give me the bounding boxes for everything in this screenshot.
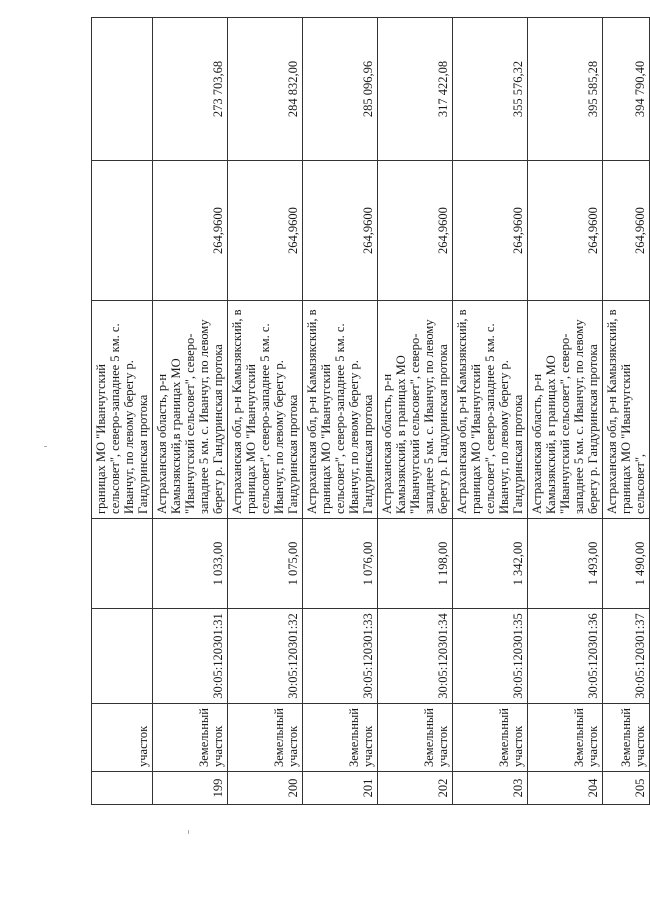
scan-speck (44, 446, 47, 447)
table-row (453, 18, 528, 805)
table-row (603, 18, 650, 805)
plot-address: Астраханская обл, р-н Камызякский, в границах МО "Иванчугский сельсовет", (603, 301, 650, 519)
price-per-unit: 264,9600 (378, 161, 453, 301)
row-number: 203 (453, 772, 528, 805)
plot-type: Земельный участок (303, 704, 378, 772)
plot-address: Астраханская обл, р-н Камызякский, в границах МО "Иванчугский сельсовет", северо-западнее 5 км. с. Иванчуг, по левому берегу р. Гандуринская протока (303, 301, 378, 519)
table-row (92, 18, 153, 805)
cadastral-cost (92, 18, 153, 161)
cadastral-cost: 395 585,28 (528, 18, 603, 161)
price-per-unit: 264,9600 (228, 161, 303, 301)
row-number: 204 (528, 772, 603, 805)
plot-address: Астраханская обл, р-н Камызякский, в границах МО "Иванчугский сельсовет", северо-западнее 5 км. с. Иванчуг, по левому берегу р. Гандуринская протока (453, 301, 528, 519)
plot-type: Земельный участок (153, 704, 228, 772)
plot-area: 1 076,00 (303, 519, 378, 609)
price-per-unit: 264,9600 (303, 161, 378, 301)
plot-address: границах МО "Иванчугский сельсовет", северо-западнее 5 км. с. Иванчуг, по левому берегу р. Гандуринская протока (92, 301, 153, 519)
row-number: 200 (228, 772, 303, 805)
row-number: 199 (153, 772, 228, 805)
table-row (378, 18, 453, 805)
plot-area: 1 033,00 (153, 519, 228, 609)
row-number: 205 (603, 772, 650, 805)
table-row (303, 18, 378, 805)
scan-speck (188, 830, 189, 834)
cadastral-cost: 317 422,08 (378, 18, 453, 161)
price-per-unit: 264,9600 (153, 161, 228, 301)
row-number: 202 (378, 772, 453, 805)
cadastral-number: 30:05:120301:31 (153, 609, 228, 704)
plot-area (92, 519, 153, 609)
plot-area: 1 490,00 (603, 519, 650, 609)
row-number: 201 (303, 772, 378, 805)
price-per-unit (92, 161, 153, 301)
price-per-unit: 264,9600 (603, 161, 650, 301)
plot-type: Земельный участок (528, 704, 603, 772)
cadastral-number: 30:05:120301:34 (378, 609, 453, 704)
table-row (228, 18, 303, 805)
price-per-unit: 264,9600 (453, 161, 528, 301)
plot-area: 1 493,00 (528, 519, 603, 609)
plot-type: Земельный участок (378, 704, 453, 772)
cadastral-number: 30:05:120301:33 (303, 609, 378, 704)
cadastral-number (92, 609, 153, 704)
plot-address: Астраханская область, р-н Камызякский, в границах МО "Иванчугский сельсовет", северо-западнее 5 км. с. Иванчуг, по левому берегу р. Гандуринская протока (378, 301, 453, 519)
plot-area: 1 342,00 (453, 519, 528, 609)
cadastral-cost: 394 790,40 (603, 18, 650, 161)
plot-area: 1 198,00 (378, 519, 453, 609)
plot-address: Астраханская обл, р-н Камызякский, в границах МО "Иванчугский сельсовет", северо-западнее 5 км. с. Иванчуг, по левому берегу р. Гандуринская протока (228, 301, 303, 519)
plot-address: Астраханская область, р-н Камызякский, в границах МО "Иванчугский сельсовет", северо-западнее 5 км. с. Иванчуг, по левому берегу р. Гандуринская протока (528, 301, 603, 519)
table-row (528, 18, 603, 805)
cadastral-number: 30:05:120301:32 (228, 609, 303, 704)
plot-area: 1 075,00 (228, 519, 303, 609)
plot-type: Земельный участок (228, 704, 303, 772)
cadastral-cost: 284 832,00 (228, 18, 303, 161)
plot-type: Земельный участок (603, 704, 650, 772)
cadastral-cost: 273 703,68 (153, 18, 228, 161)
price-per-unit: 264,9600 (528, 161, 603, 301)
cadastral-number: 30:05:120301:35 (453, 609, 528, 704)
table-body (92, 18, 650, 805)
cadastral-number: 30:05:120301:36 (528, 609, 603, 704)
plot-type: участок (92, 704, 153, 772)
cadastral-cost: 285 096,96 (303, 18, 378, 161)
plot-address: Астраханская область, р-н Камызякский,в границах МО "Иванчугский сельсовет", северо-западнее 5 км. с. Иванчуг, по левому берегу р. Гандуринская протока (153, 301, 228, 519)
plot-type: Земельный участок (453, 704, 528, 772)
row-number (92, 772, 153, 805)
cadastral-number: 30:05:120301:37 (603, 609, 650, 704)
cadastral-cost: 355 576,32 (453, 18, 528, 161)
land-plots-table (91, 17, 650, 805)
table-row (153, 18, 228, 805)
